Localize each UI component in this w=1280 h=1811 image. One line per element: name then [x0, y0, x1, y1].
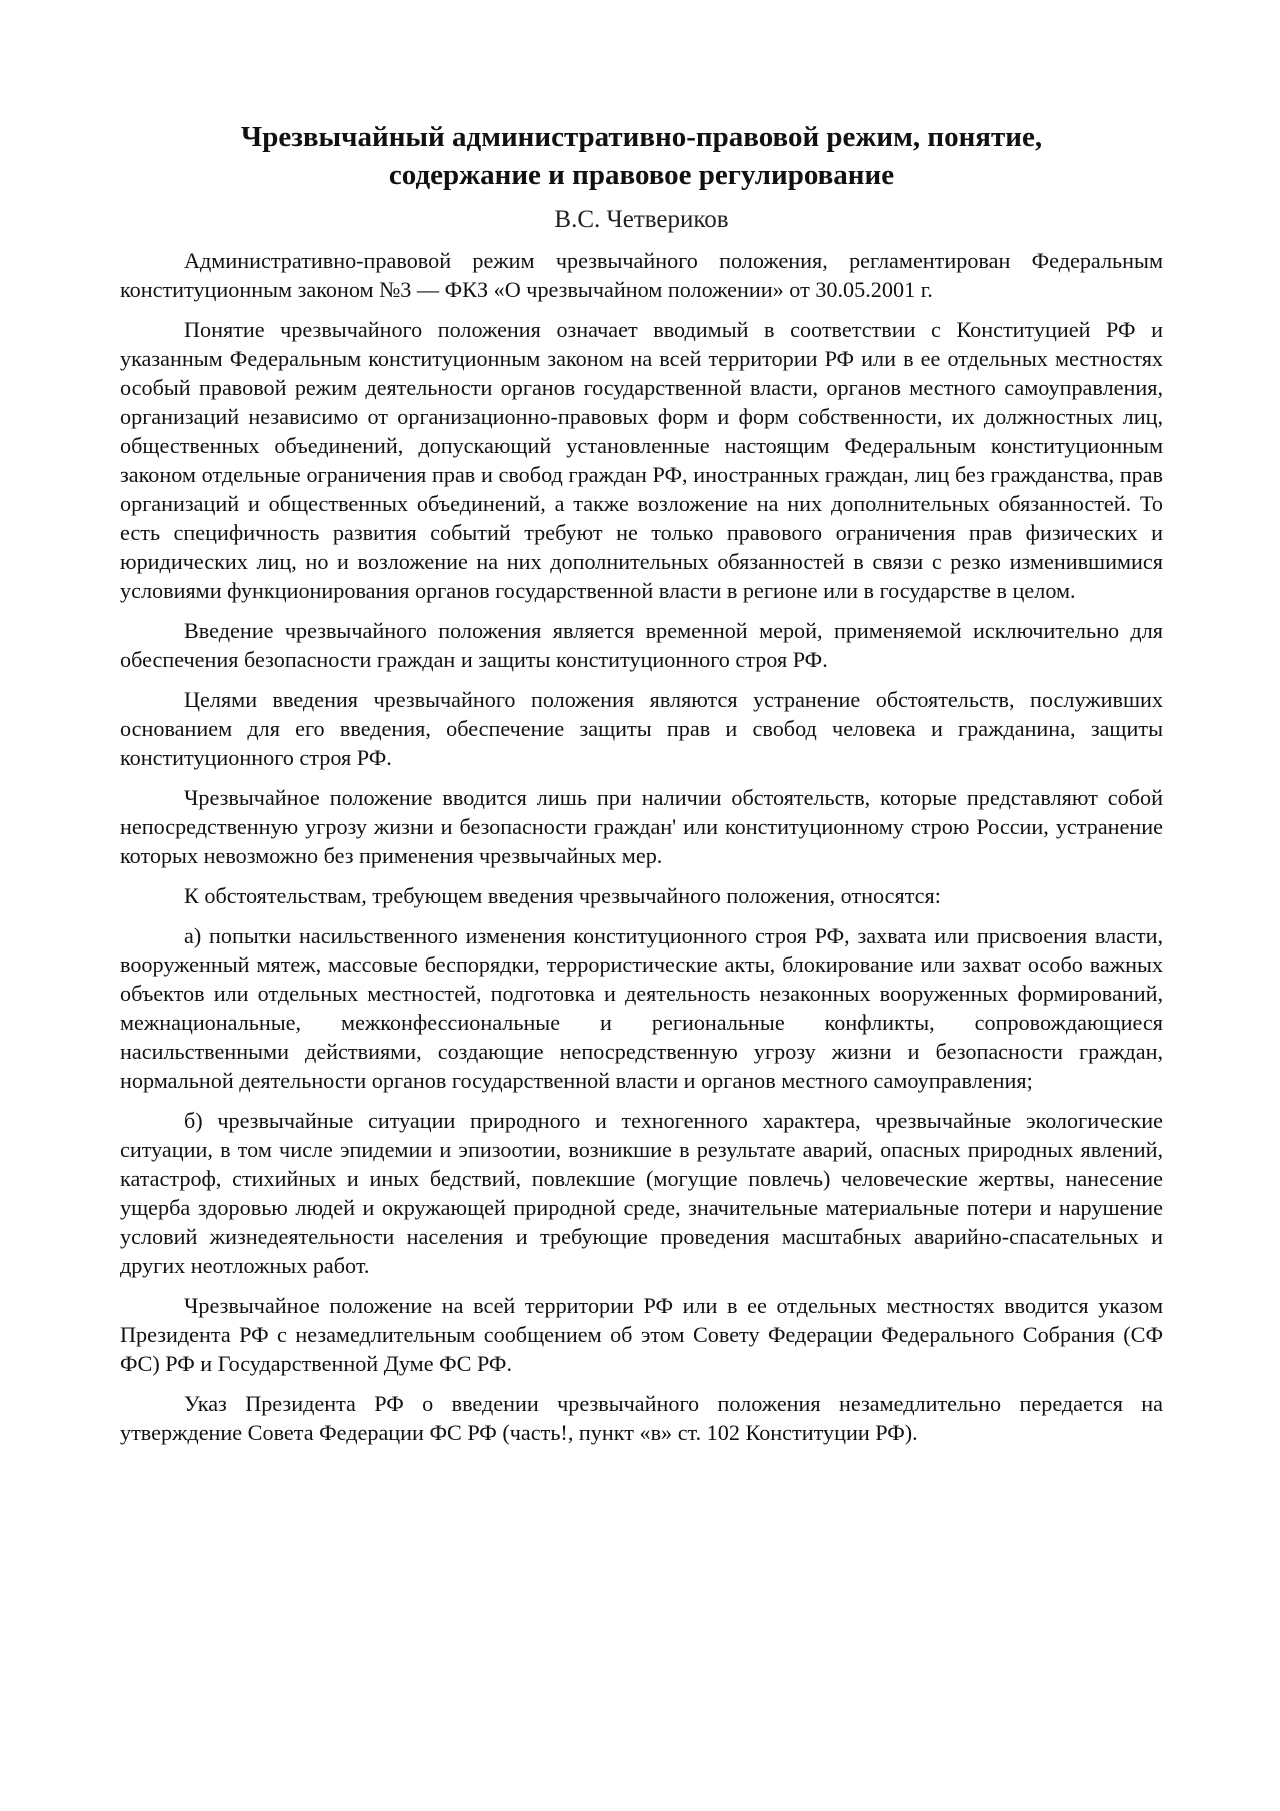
title-line-1: Чрезвычайный административно-правовой режим, понятие, [240, 121, 1043, 153]
paragraph-6: К обстоятельствам, требующем введения чрезвычайного положения, относятся: [184, 883, 941, 908]
list-item-a: а) попытки насильственного изменения конституционного строя РФ, захвата или присвоения власти, вооруженный мятеж, массовые беспорядки, террористические акты, блокирование или захват особо важных объектов или отдельных местностей, подготовка и деятельность незаконных вооруженных формирований, межнациональные, межконфессиональные и региональные конфликты, сопровождающиеся насильственными действиями, создающие непосредственную угрозу жизни и безопасности граждан, нормальной деятельности органов государственной власти и органов местного самоуправления; [120, 923, 1163, 1093]
author-name: В.С. Четвериков [554, 206, 729, 233]
document-title [120, 118, 1163, 194]
list-item-b: б) чрезвычайные ситуации природного и техногенного характера, чрезвычайные экологические ситуации, в том числе эпидемии и эпизоотии, возникшие в результате аварий, опасных природных явлений, катастроф, стихийных и иных бедствий, повлекшие (могущие повлечь) человеческие жертвы, нанесение ущерба здоровью людей и окружающей природной среде, значительные материальные потери и нарушение условий жизнедеятельности населения и требующие проведения масштабных аварийно-спасательных и других неотложных работ. [120, 1108, 1163, 1278]
title-line-2: содержание и правовое регулирование [388, 159, 895, 191]
paragraph-9: Чрезвычайное положение на всей территории РФ или в ее отдельных местностях вводится указом Президента РФ с незамедлительным сообщением об этом Совету Федерации Федерального Собрания (СФ ФС) РФ и Государственной Думе ФС РФ. [120, 1293, 1163, 1376]
document-page [120, 118, 1163, 1458]
paragraph-4: Целями введения чрезвычайного положения являются устранение обстоятельств, послуживших основанием для его введения, обеспечение защиты прав и свобод человека и гражданина, защиты конституционного строя РФ. [120, 687, 1163, 770]
paragraph-5: Чрезвычайное положение вводится лишь при наличии обстоятельств, которые представляют собой непосредственную угрозу жизни и безопасности граждан' или конституционному строю России, устранение которых невозможно без применения чрезвычайных мер. [120, 785, 1163, 868]
paragraph-3: Введение чрезвычайного положения является временной мерой, применяемой исключительно для обеспечения безопасности граждан и защиты конституционного строя РФ. [120, 618, 1163, 672]
paragraph-10: Указ Президента РФ о введении чрезвычайного положения незамедлительно передается на утверждение Совета Федерации ФС РФ (часть!, пункт «в» ст. 102 Конституции РФ). [120, 1391, 1163, 1445]
paragraph-2: Понятие чрезвычайного положения означает вводимый в соответствии с Конституцией РФ и указанным Федеральным конституционным законом на всей территории РФ или в ее отдельных местностях особый правовой режим деятельности органов государственной власти, органов местного самоуправления, организаций независимо от организационно-правовых форм и форм собственности, их должностных лиц, общественных объединений, допускающий установленные настоящим Федеральным конституционным законом отдельные ограничения прав и свобод граждан РФ, иностранных граждан, лиц без гражданства, прав организаций и общественных объединений, а также возложение на них дополнительных обязанностей. То есть специфичность развития событий требуют не только правового ограничения прав физических и юридических лиц, но и возложение на них дополнительных обязанностей в связи с резко изменившимися условиями функционирования органов государственной власти в регионе или в государстве в целом. [120, 317, 1163, 603]
paragraph-1: Административно-правовой режим чрезвычайного положения, регламентирован Федеральным конституционным законом №3 — ФКЗ «О чрезвычайном положении» от 30.05.2001 г. [120, 248, 1163, 302]
